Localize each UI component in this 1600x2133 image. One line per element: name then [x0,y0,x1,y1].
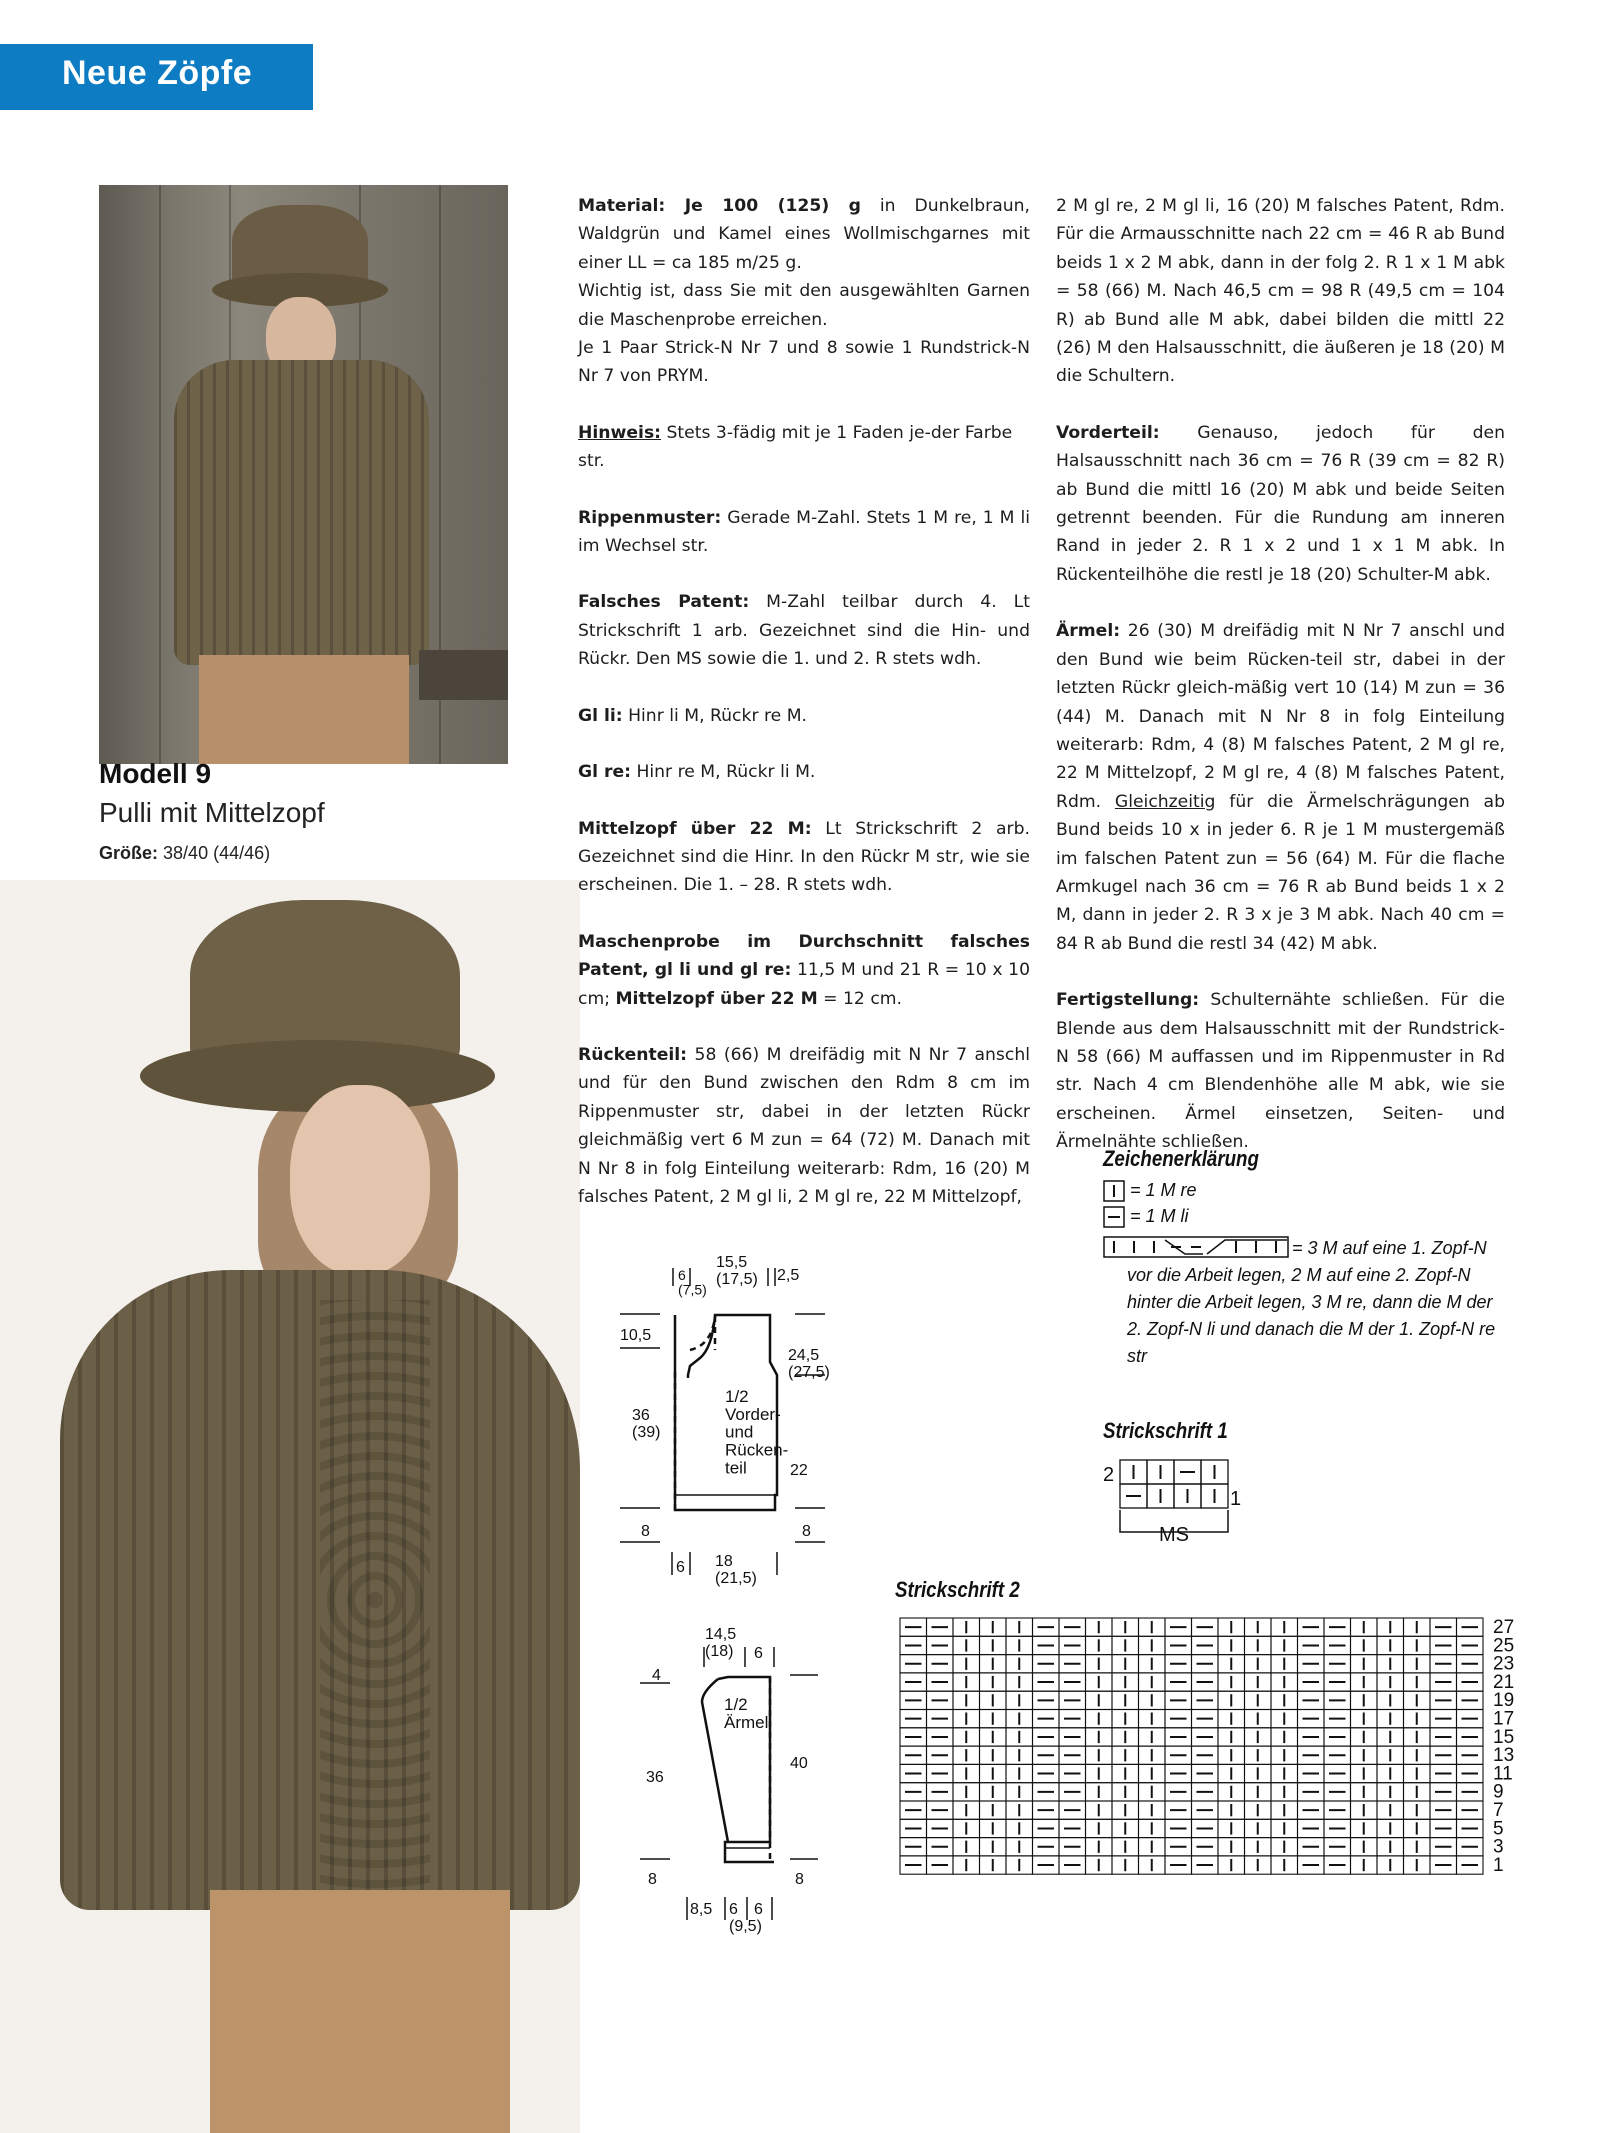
sleeve-rib-left: 8 [648,1871,657,1888]
body-label: 1/2 Vorder-und Rücken-teil [725,1387,789,1478]
fertigstellung-label: Fertigstellung: [1056,990,1200,1011]
body-neck-depth: 10,5 [620,1327,652,1344]
sleeve-schematic [640,1622,840,1942]
chart2-row-label: 1 [1493,1854,1504,1876]
chart2-row-label: 17 [1493,1708,1515,1730]
body-top-mid: 15,5 (17,5) [716,1254,758,1288]
model-title: Modell 9 [99,758,212,789]
legend-knit: = 1 M re [1130,1180,1197,1200]
sleeve-length: 36 [646,1769,664,1786]
sleeve-cap: 4 [652,1667,661,1684]
hinweis-label: Hinweis: [578,422,662,443]
rueckenteil-label: Rückenteil: [578,1044,688,1065]
aermel-underline: Gleichzeitig [1114,791,1216,812]
sleeve-bottom-right: 6 [754,1901,763,1918]
mittelzopf-label: Mittelzopf über 22 M: [578,818,812,839]
size-value: 38/40 (44/46) [163,843,271,863]
hinweis-text: Stets 3-fädig mit je 1 Faden je-der Farbe str. [578,422,1013,472]
sleeve-bottom-mid: 6 (9,5) [729,1901,762,1935]
body-total: 36 (39) [632,1407,661,1441]
patent-label: Falsches Patent: [578,592,750,613]
rueckenteil-continued: 2 M gl re, 2 M gl li, 16 (20) M falsches Patent, Rdm. Für die Armausschnitte nach 22 cm = 46 R ab Bund beids 1 x 2 M abk, dann in der folg 2. R 1 x 1 M abk = 58 (66) M. Nach 46,5 cm = 98 R (49,5 cm = 104 R) ab Bund alle M abk, dabei bilden die mittl 22 (26) M den Halsausschnitt, die äußeren je 18 (20) M die Schultern. [1056,196,1505,387]
chart1-grid [1103,1460,1263,1550]
legend-title: Zeichenerklärung [1103,1146,1259,1171]
patent-text: M-Zahl teilbar durch 4. Lt Strickschrift 1 arb. Gezeichnet sind die Hin- und Rückr. Den MS sowie die 1. und 2. R stets wdh. [578,592,1030,670]
body-top-right: 2,5 [777,1267,800,1284]
maschenprobe-text: 11,5 M und 21 R = 10 x 10 cm; [578,960,1031,1009]
vorderteil-label: Vorderteil: [1056,422,1160,443]
chart2-row-label: 23 [1493,1653,1515,1675]
body-top-left: 6 (7,5) [678,1267,707,1298]
glli-text: Hinr li M, Rückr re M. [622,705,808,726]
body-armhole: 24,5 (27,5) [788,1347,830,1381]
material-label: Material: Je 100 (125) g [578,196,861,216]
chart2-row-label: 7 [1493,1800,1504,1821]
size-label: Größe: [99,843,159,863]
chart2-row-label: 27 [1493,1617,1515,1638]
sleeve-total: 40 [790,1755,808,1772]
instructions-column-2 [1056,192,1505,1157]
size-line [99,843,270,864]
chart2-row-label: 15 [1493,1726,1515,1748]
sleeve-rib-right: 8 [795,1871,804,1888]
body-rib-right: 8 [802,1523,811,1540]
mittelzopf-text: Lt Strickschrift 2 arb. Gezeichnet sind die Hinr. In den Rückr M str, wie sie erscheinen. Die 1. – 28. R stets wdh. [578,818,1030,896]
chart2-grid [897,1618,1537,1978]
sleeve-top: 14,5 (18) [705,1626,737,1660]
rippen-label: Rippenmuster: [578,507,722,528]
vorderteil-text: Genauso, jedoch für den Halsausschnitt nach 36 cm = 76 R (39 cm = 82 R) ab Bund die mittl 16 (20) M abk und beide Seiten getrennt beenden. Für die Rundung am inneren Rand in jeder 2. R 1 x 2 und 1 x 1 M abk. In Rückenteilhöhe die restl je 18 (20) Schulter-M abk. [1056,422,1505,585]
model-photo-small [99,185,508,764]
rippen-text: Gerade M-Zahl. Stets 1 M re, 1 M li im Wechsel str. [578,507,1030,557]
body-schematic [620,1250,860,1587]
model-photo-large [0,880,580,2133]
sleeve-bottom: 8,5 [690,1901,713,1918]
section-label: Neue Zöpfe [62,54,253,92]
maschenprobe-label: Maschenprobe im Durchschnitt falsches Patent, gl li und gl re: [578,931,1030,981]
sleeve-top-right: 6 [754,1645,763,1662]
chart2-row-label: 9 [1493,1781,1504,1803]
legend-cable: = 3 M auf eine 1. Zopf-N vor die Arbeit legen, 2 M auf eine 2. Zopf-N hinter die Arbeit legen, 3 M re, dann die M der 2. Zopf-N li und danach die M der 1. Zopf-N re str [1127,1238,1496,1366]
chart1-row-2: 2 [1103,1464,1115,1486]
body-side: 22 [790,1462,808,1479]
material-note-2: Je 1 Paar Strick-N Nr 7 und 8 sowie 1 Rundstrick-N Nr 7 von PRYM. [578,338,1030,387]
chart2-row-label: 13 [1493,1745,1515,1767]
fertigstellung-text: Schulternähte schließen. Für die Blende aus dem Halsausschnitt mit der Rundstrick-N 58 (66) M auffassen und im Rippenmuster in Rd str. Nach 4 cm Blendenhöhe alle M abk, wie sie erscheinen. Ärmel einsetzen, Seiten- und Ärmelnähte schließen. [1056,990,1505,1153]
chart2-row-label: 21 [1493,1671,1515,1693]
chart2-title: Strickschrift 2 [895,1577,1020,1602]
legend-purl: = 1 M li [1130,1206,1189,1226]
chart2-row-label: 5 [1493,1818,1504,1840]
material-text: in Dunkelbraun, Waldgrün und Kamel eines Wollmischgarnes mit einer LL = ca 185 m/25 g. [578,196,1030,273]
chart2-row-label: 3 [1493,1836,1504,1858]
chart2-row-label: 19 [1493,1690,1515,1712]
sleeve-label: 1/2 Ärmel [724,1695,769,1732]
glre-label: Gl re: [578,762,631,783]
rueckenteil-text: 58 (66) M dreifädig mit N Nr 7 anschl und für den Bund zwischen den Rdm 8 cm im Rippenmuster str, dabei in der letzten Rückr gleichmäßig vert 6 M zun = 64 (72) M. Danach mit N Nr 8 in folg Einteilung weiterarb: Rdm, 16 (20) M falsches Patent, 2 M gl li, 2 M gl re, 22 M Mittelzopf, [578,1044,1030,1207]
body-bottom-6: 6 [676,1559,685,1576]
maschenprobe-label-2: Mittelzopf über 22 M [615,988,818,1009]
glli-label: Gl li: [578,705,623,726]
body-bottom-width: 18 (21,5) [715,1553,757,1587]
chart1-repeat-label: MS [1159,1524,1189,1546]
body-rib-left: 8 [641,1523,650,1540]
material-note-1: Wichtig ist, dass Sie mit den ausgewählten Garnen die Maschenprobe erreichen. [578,281,1030,330]
chart2-row-label: 25 [1493,1635,1515,1657]
aermel-text-2: für die Ärmelschrägungen ab Bund beids 10 x in jeder 6. R je 1 M mustergemäß im falschen Patent zun = 56 (64) M. Für die flache Armkugel nach 36 cm = 76 R ab Bund beids 1 x 2 M, dann in jeder 2. R 3 x je 3 M abk. Nach 40 cm = 84 R ab Bund die restl 34 (42) M abk. [1056,791,1505,954]
aermel-text-1: 26 (30) M dreifädig mit N Nr 7 anschl und den Bund wie beim Rücken-teil str, dabei in der letzten Rückr gleich-mäßig vert 10 (14) M zun = 36 (44) M. Danach mit N Nr 8 in folg Einteilung weiterarb: Rdm, 4 (8) M falsches Patent, 2 M gl re, 22 M Mittelzopf, 2 M gl re, 4 (8) M falsches Patent, Rdm. [1056,621,1505,812]
glre-text: Hinr re M, Rückr li M. [631,762,816,783]
maschenprobe-text-2: = 12 cm. [817,988,902,1009]
instructions-column-1 [578,192,1030,1211]
chart1-row-1: 1 [1230,1488,1242,1510]
chart1-title: Strickschrift 1 [1103,1418,1228,1443]
chart2-row-label: 11 [1493,1763,1513,1785]
section-banner [0,44,313,110]
model-subtitle: Pulli mit Mittelzopf [99,797,325,828]
aermel-label: Ärmel: [1056,621,1121,642]
